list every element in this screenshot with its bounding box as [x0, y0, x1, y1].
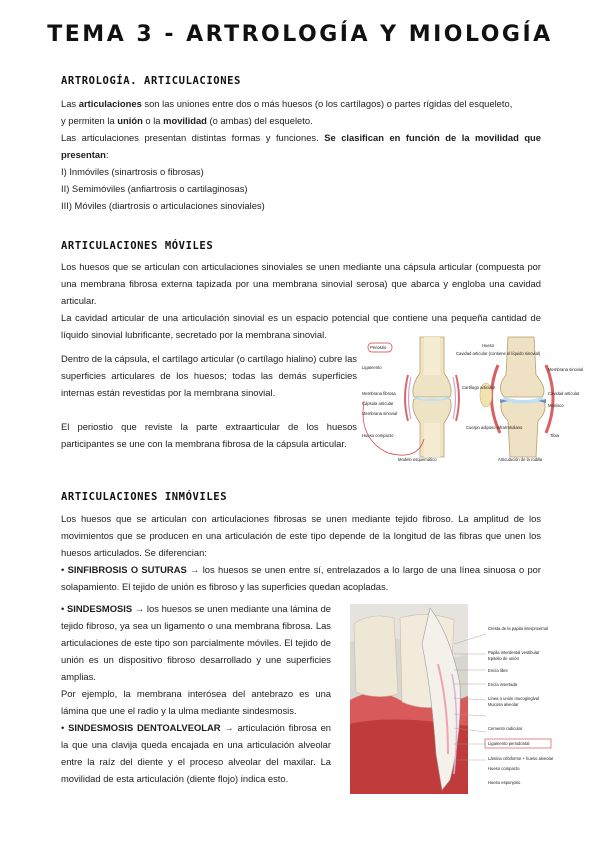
term-sinfibrosis: SINFIBROSIS O SUTURAS [67, 564, 187, 575]
svg-text:Cresta de la papila interproxi: Cresta de la papila interproximal [488, 626, 549, 631]
paragraph-fibrosas: Los huesos que se articulan con articulaciones fibrosas se unen mediante tejido fibroso. La amplitud de los movimientos que se producen en una articulación de este tipo depende de la longitud de las fibras que unen los huesos articulados. Se diferencian: [61, 513, 541, 558]
svg-text:Cápsula articular: Cápsula articular [362, 401, 394, 406]
term-articulaciones: articulaciones [78, 98, 142, 109]
svg-text:Papila interdental vestibular: Papila interdental vestibular [488, 650, 540, 655]
svg-text:Hueso: Hueso [482, 343, 495, 348]
svg-text:Cemento radicular: Cemento radicular [488, 726, 523, 731]
term-sindesmosis: SINDESMOSIS [67, 603, 133, 614]
term-union: unión [117, 115, 143, 126]
list-item: I) Inmóviles (sinartrosis o fibrosas) [61, 166, 204, 177]
svg-text:Cuerpo adiposo infrarrotuliano: Cuerpo adiposo infrarrotuliano [466, 425, 523, 430]
svg-text:Cavidad articular: Cavidad articular [548, 391, 580, 396]
svg-text:Periostio: Periostio [370, 345, 387, 350]
term-clasificacion: Se clasifican en función de la movilidad que presentan [61, 132, 541, 160]
svg-text:Lámina cribiforme + hueso alve: Lámina cribiforme + hueso alveolar [488, 756, 554, 761]
svg-text:Modelo esquemático: Modelo esquemático [398, 457, 437, 462]
svg-text:Mucosa alveolar: Mucosa alveolar [488, 702, 519, 707]
classification-list [61, 163, 541, 214]
svg-text:Encía libre: Encía libre [488, 668, 508, 673]
bullet-dentoalveolar: • SINDESMOSIS DENTOALVEOLAR → articulación fibrosa en la que una clavija queda encajada en una articulación alveolar entre la raíz del diente y el proceso alveolar del maxilar. La movilidad de esta articulación (diente flojo) indica esto. [61, 722, 332, 784]
svg-text:Membrana sinovial: Membrana sinovial [548, 367, 584, 372]
svg-text:Cavidad articular (contiene el: Cavidad articular (contiene el líquido sinovial) [456, 351, 541, 356]
svg-text:Ligamento: Ligamento [362, 365, 382, 370]
knee-joint-illustration [358, 335, 584, 463]
svg-text:Articulación de la rodilla: Articulación de la rodilla [498, 457, 543, 462]
page-title: TEMA 3 - ARTROLOGÍA Y MIOLOGÍA [47, 22, 553, 47]
knee-joint-figure [358, 335, 584, 463]
svg-text:Cartílago articular: Cartílago articular [462, 385, 496, 390]
paragraph-cavidad: La cavidad articular de una articulación sinovial es un espacio potencial que contiene una pequeña cantidad de líquido sinovial lubrificante, secretado por la membrana sinovial. [61, 312, 541, 340]
svg-text:Tibia: Tibia [550, 433, 559, 438]
paragraph-membrana-interosea: Por ejemplo, la membrana interósea del antebrazo es una lámina que une el radio y la ulma mediante sindesmosis. [61, 688, 331, 716]
svg-text:Encía insertada: Encía insertada [488, 682, 518, 687]
svg-text:Hueso compacto: Hueso compacto [488, 766, 520, 771]
paragraph-periostio: El periostio que reviste la parte extraarticular de los huesos participantes se une con la membrana fibrosa de la cápsula articular. [61, 421, 357, 449]
paragraph-capsula: Los huesos que se articulan con articulaciones sinoviales se unen mediante una cápsula articular (compuesta por una membrana fibrosa externa tapizada por una membrana sinovial serosa) que abarca y engloba una cavidad articular. [61, 261, 541, 306]
tooth-figure [350, 604, 572, 794]
svg-text:Línea o unión mucogingival: Línea o unión mucogingival [488, 696, 539, 701]
svg-text:Membrana sinovial: Membrana sinovial [362, 411, 398, 416]
svg-text:Epitelio de unión: Epitelio de unión [488, 656, 519, 661]
svg-text:Hueso compacto: Hueso compacto [362, 433, 394, 438]
term-movilidad: movilidad [163, 115, 207, 126]
svg-text:Hueso esponjoso: Hueso esponjoso [488, 780, 521, 785]
list-item: II) Semimóviles (anfiartrosis o cartilaginosas) [61, 183, 248, 194]
bullet-sindesmosis: • SINDESMOSIS → los huesos se unen mediante una lámina de tejido fibroso, ya sea un ligamento o una membrana fibrosa. Las articulaciones de este tipo son parcialmente móviles. El tejido de unión es un dispositivo fibroso desarrollado y une superficies amplias. [61, 603, 331, 682]
paragraph-articulaciones-def: Las articulaciones son las uniones entre dos o más huesos (o los cartílagos) o partes rígidas del esqueleto, y permiten la unión o la movilidad (o ambas) del esqueleto. [61, 98, 513, 126]
list-item: III) Móviles (diartrosis o articulaciones sinoviales) [61, 200, 265, 211]
svg-text:Membrana fibrosa: Membrana fibrosa [362, 391, 396, 396]
section-heading-moviles: ARTICULACIONES MÓVILES [61, 240, 214, 252]
section-heading-artrologia: ARTROLOGÍA. ARTICULACIONES [61, 75, 241, 87]
section-heading-inmoviles: ARTICULACIONES INMÓVILES [61, 491, 228, 503]
svg-text:Ligamento periodontal: Ligamento periodontal [488, 741, 530, 746]
paragraph-clasificacion: Las articulaciones presentan distintas formas y funciones. Se clasifican en función de la movilidad que presentan: [61, 132, 541, 160]
svg-text:Menisco: Menisco [548, 403, 564, 408]
tooth-illustration [350, 604, 572, 794]
bullet-sinfibrosis: • SINFIBROSIS O SUTURAS → los huesos se unen entre sí, entrelazados a lo largo de una línea sinuosa o por solapamiento. El tejido de unión es fibroso y las superficies quedan acopladas. [61, 564, 542, 592]
paragraph-cartilago: Dentro de la cápsula, el cartílago articular (o cartílago hialino) cubre las superficies articulares de los huesos; todas las demás superficies internas están revestidas por la membrana sinovial. [61, 353, 357, 398]
term-dentoalveolar: SINDESMOSIS DENTOALVEOLAR [68, 722, 221, 733]
